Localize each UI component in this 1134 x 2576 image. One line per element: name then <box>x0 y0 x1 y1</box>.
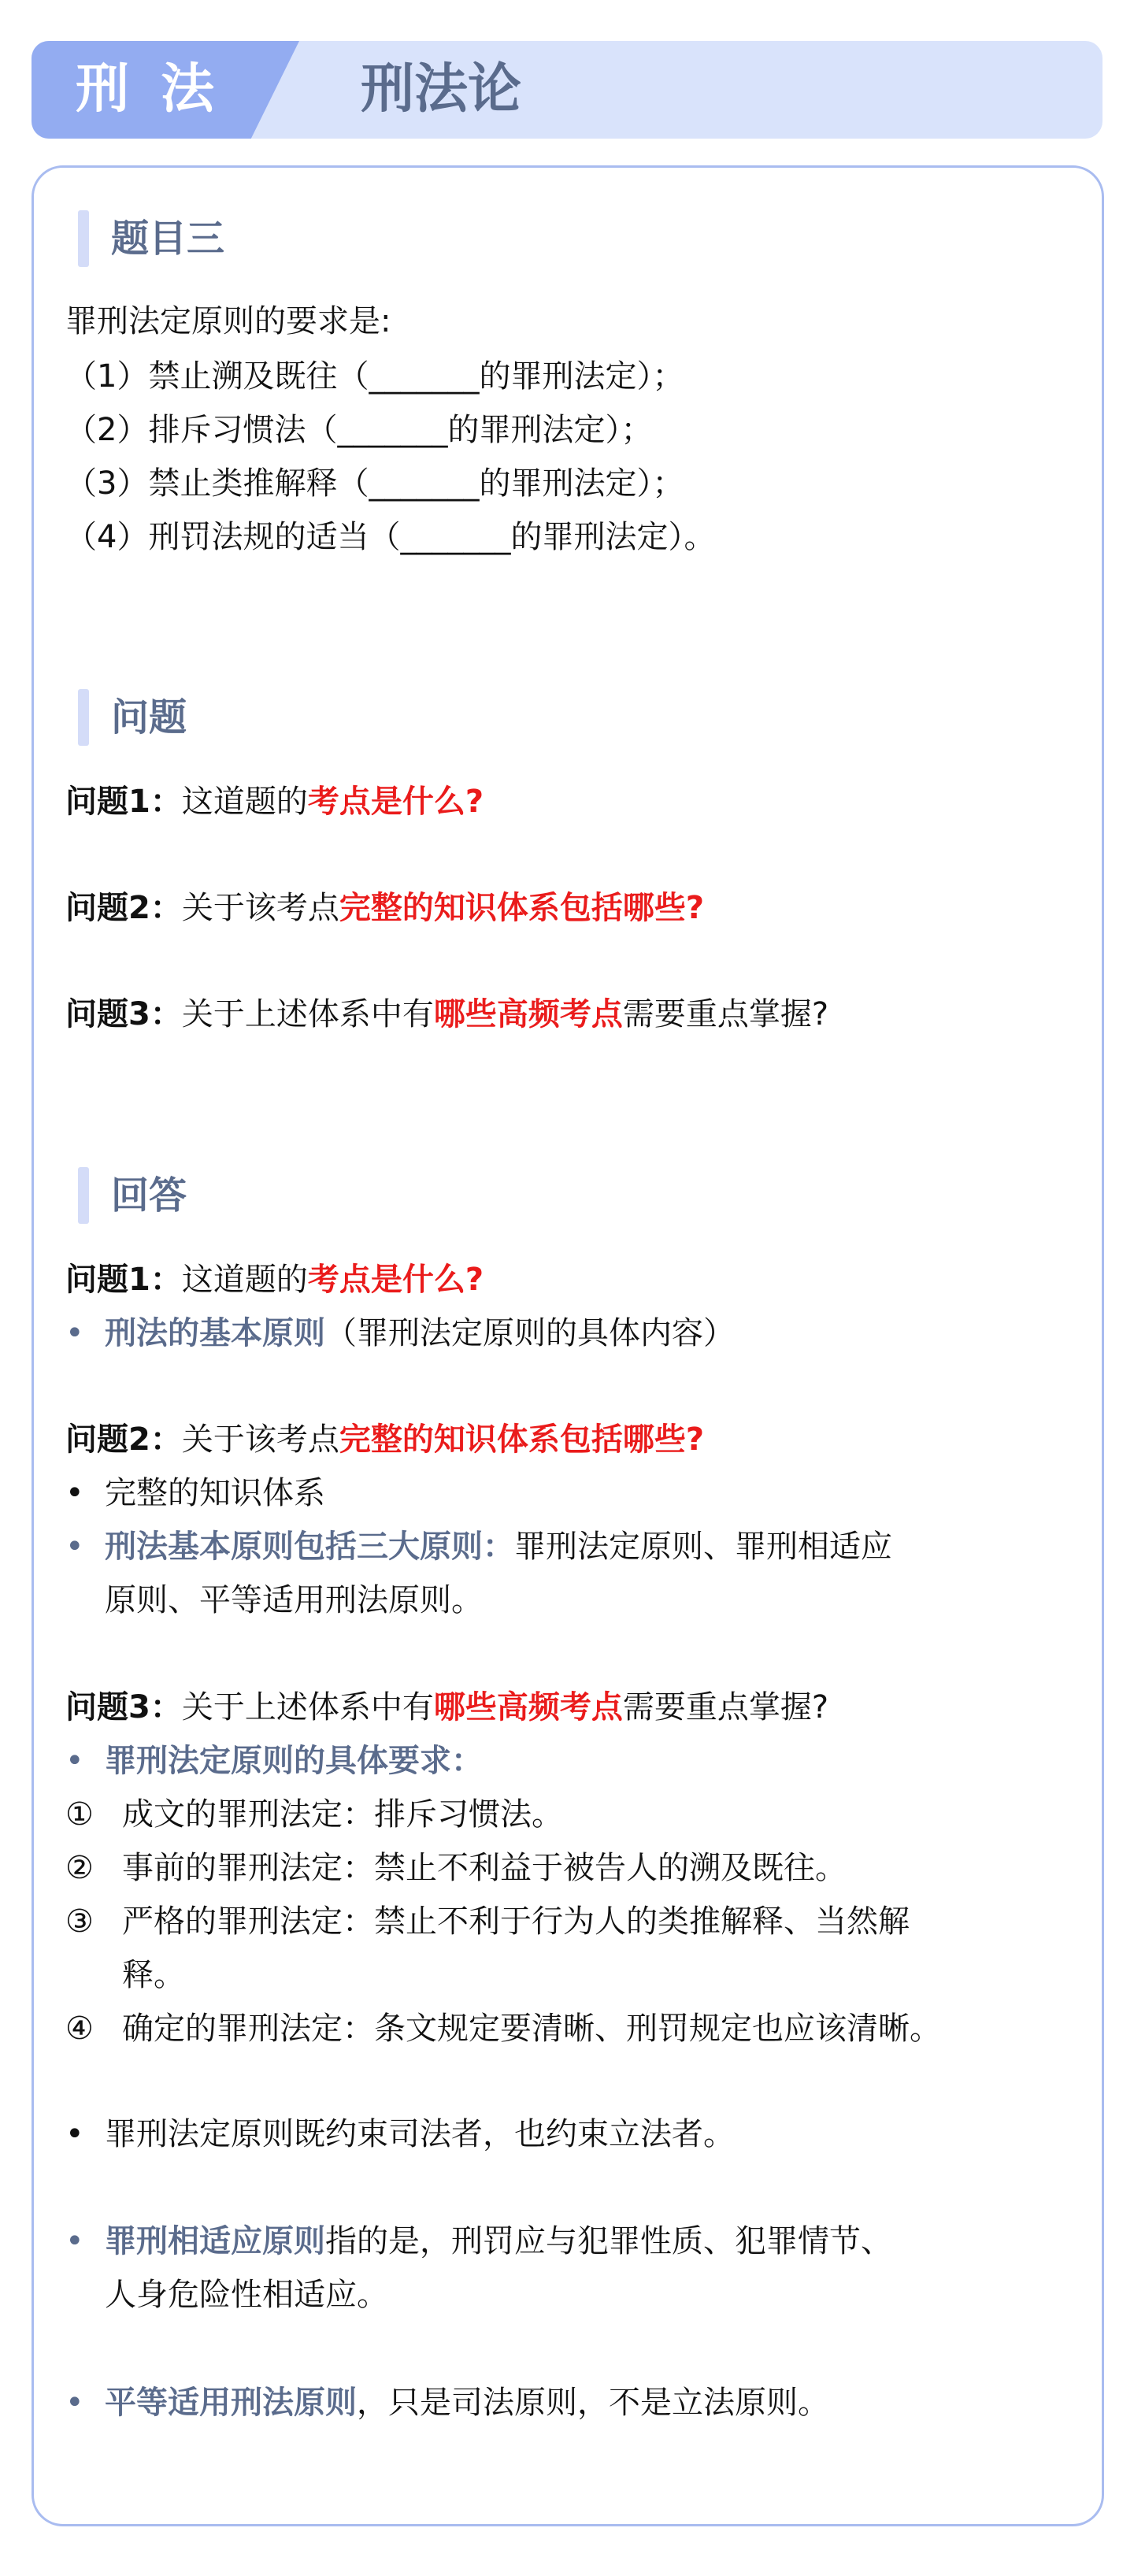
bullet-dot: • <box>65 1743 84 1779</box>
answer-2-b2-rest: 罪刑法定原则、罪刑相适应 <box>514 1529 892 1565</box>
answer-3-text: 关于上述体系中有 <box>181 1689 434 1725</box>
answer-3-tail: 需要重点掌握? <box>622 1689 829 1725</box>
answer-2-bullet-1 <box>65 1470 1094 1517</box>
page-title: 刑法论 <box>361 58 522 120</box>
circled-number-1: ① <box>65 1796 94 1833</box>
bullet-dot: • <box>65 1475 84 1511</box>
answer-1-label: 问题1： <box>65 1262 182 1298</box>
problem-3 <box>65 991 1094 1038</box>
header-banner <box>32 41 1102 139</box>
answer-3-p1: 罪刑法定原则既约束司法者，也约束立法者。 <box>105 2116 735 2152</box>
problem-2-label: 问题2： <box>65 890 182 926</box>
answer-2-bullet-2-cont: 原则、平等适用刑法原则。 <box>105 1582 483 1618</box>
question-heading: 题目三 <box>78 215 224 262</box>
numbered-item-4 <box>65 2005 1094 2052</box>
bullet-dot: • <box>65 2223 84 2259</box>
numbered-item-1 <box>65 1791 1094 1838</box>
bullet-dot: • <box>65 2116 84 2152</box>
problem-3-label: 问题3： <box>65 996 182 1032</box>
answer-1-highlight: 考点是什么? <box>307 1262 484 1298</box>
answer-1-question <box>65 1256 1094 1303</box>
answer-3-question <box>65 1684 1094 1731</box>
answer-2-b2-bold: 刑法基本原则包括三大原则： <box>105 1529 514 1565</box>
problem-1 <box>65 778 1094 825</box>
circled-number-3: ③ <box>65 1903 94 1940</box>
problem-2 <box>65 884 1094 932</box>
numbered-item-3 <box>65 1898 1094 1945</box>
answer-3-point-2-cont: 人身危险性相适应。 <box>105 2277 388 2313</box>
question-item-2: （2）排斥习惯法（_______的罪刑法定）； <box>65 412 653 448</box>
answer-3-point-2 <box>65 2218 1094 2265</box>
bullet-dot: • <box>65 2385 84 2421</box>
answer-3-point-3 <box>65 2379 1094 2426</box>
problem-3-text: 关于上述体系中有 <box>181 996 434 1032</box>
answer-3-p2-rest: 指的是，刑罚应与犯罪性质、犯罪情节、 <box>325 2223 892 2259</box>
circled-number-4: ④ <box>65 2011 94 2047</box>
answer-2-highlight: 完整的知识体系包括哪些? <box>339 1421 705 1458</box>
answer-3-p3-bold: 平等适用刑法原则 <box>105 2385 357 2421</box>
answer-1-bold: 刑法的基本原则 <box>105 1315 325 1351</box>
problems-heading: 问题 <box>78 694 187 741</box>
bullet-dot: • <box>65 1529 84 1565</box>
answer-2-bullet-2 <box>65 1523 1094 1570</box>
answer-1-text: 这道题的 <box>181 1262 308 1298</box>
problem-1-highlight: 考点是什么? <box>307 784 484 820</box>
answer-3-highlight: 哪些高频考点 <box>433 1689 623 1725</box>
numbered-item-3-cont: 释。 <box>122 1957 185 1993</box>
problem-3-tail: 需要重点掌握? <box>622 996 829 1032</box>
answer-3-label: 问题3： <box>65 1689 182 1725</box>
numbered-item-2-text: 事前的罪刑法定：禁止不利益于被告人的溯及既往。 <box>122 1850 847 1886</box>
answer-2-text: 关于该考点 <box>181 1421 339 1458</box>
question-item-1: （1）禁止溯及既往（_______的罪刑法定）； <box>65 358 684 395</box>
question-item-4: （4）刑罚法规的适当（_______的罪刑法定）。 <box>65 519 716 555</box>
numbered-item-2 <box>65 1844 1094 1892</box>
answer-3-p3-rest: ，只是司法原则，不是立法原则。 <box>357 2385 829 2421</box>
answer-1-rest: （罪刑法定原则的具体内容） <box>325 1315 735 1351</box>
answer-2-question <box>65 1416 1094 1463</box>
question-intro: 罪刑法定原则的要求是: <box>65 303 391 339</box>
problem-3-highlight: 哪些高频考点 <box>433 996 623 1032</box>
numbered-item-4-text: 确定的罪刑法定：条文规定要清晰、刑罚规定也应该清晰。 <box>122 2011 941 2047</box>
numbered-item-1-text: 成文的罪刑法定：排斥习惯法。 <box>122 1796 563 1833</box>
problem-2-highlight: 完整的知识体系包括哪些? <box>339 890 705 926</box>
bullet-dot: • <box>65 1315 84 1351</box>
problem-1-text: 这道题的 <box>181 784 308 820</box>
answer-2-label: 问题2： <box>65 1421 182 1458</box>
answer-3-b1-bold: 罪刑法定原则的具体要求： <box>105 1743 483 1779</box>
answer-3-bullet-1 <box>65 1737 1094 1785</box>
problem-1-label: 问题1： <box>65 784 182 820</box>
problem-2-text: 关于该考点 <box>181 890 339 926</box>
answer-2-b1: 完整的知识体系 <box>105 1475 325 1511</box>
answer-1-bullet <box>65 1310 1094 1357</box>
answers-heading: 回答 <box>78 1172 187 1219</box>
subject-label: 刑法 <box>76 58 246 120</box>
content-card <box>32 165 1104 2526</box>
answer-3-p2-bold: 罪刑相适应原则 <box>105 2223 325 2259</box>
numbered-item-3-text: 严格的罪刑法定：禁止不利于行为人的类推解释、当然解 <box>122 1903 910 1940</box>
question-item-3: （3）禁止类推解释（_______的罪刑法定）； <box>65 465 684 502</box>
answer-3-point-1 <box>65 2111 1094 2158</box>
circled-number-2: ② <box>65 1850 94 1886</box>
